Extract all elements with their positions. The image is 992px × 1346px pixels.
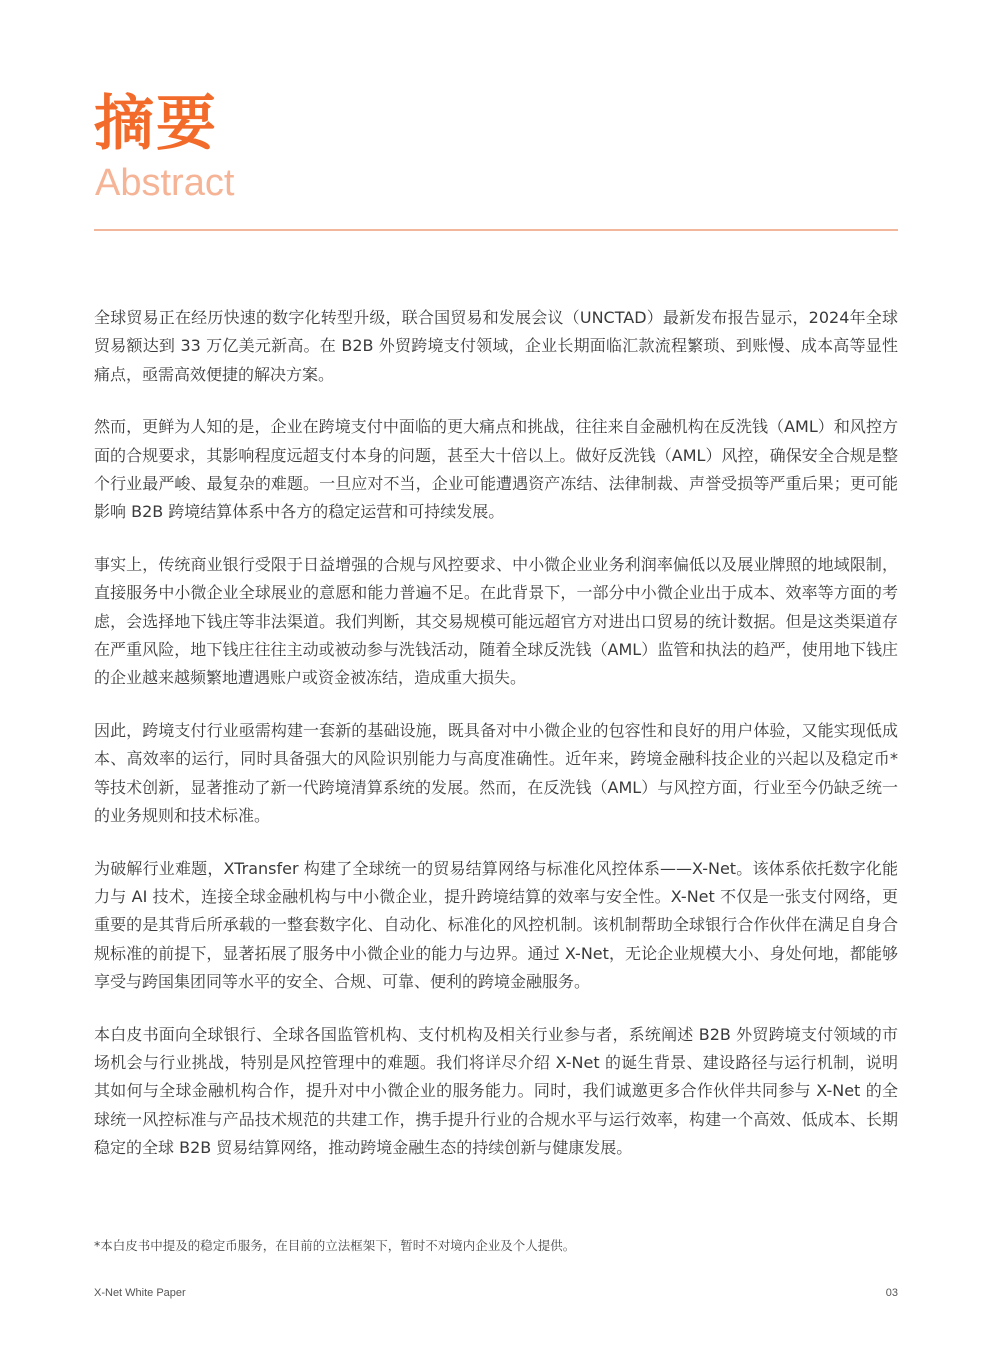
abstract-body <box>94 304 898 1187</box>
paragraph-4: 因此，跨境支付行业亟需构建一套新的基础设施，既具备对中小微企业的包容性和良好的用户体验，又能实现低成本、高效率的运行，同时具备强大的风险识别能力与高度准确性。近年来，跨境金融科技企业的兴起以及稳定币*等技术创新，显著推动了新一代跨境清算系统的发展。然而，在反洗钱（AML）与风控方面，行业至今仍缺乏统一的业务规则和技术标准。 <box>94 720 898 826</box>
page-title: 摘要 <box>94 89 218 159</box>
paragraph-6: 本白皮书面向全球银行、全球各国监管机构、支付机构及相关行业参与者，系统阐述 B2B 外贸跨境支付领域的市场机会与行业挑战，特别是风控管理中的难题。我们将详尽介绍 X-Net 的诞生背景、建设路径与运行机制，说明其如何与全球金融机构合作，提升对中小微企业的服务能力。同时，我们诚邀更多合作伙伴共同参与 X-Net 的全球统一风控标准与产品技术规范的共建工作，携手提升行业的合规水平与运行效率，构建一个高效、低成本、长期稳定的全球 B2B 贸易结算网络，推动跨境金融生态的持续创新与健康发展。 <box>94 1024 898 1158</box>
paragraph-3: 事实上，传统商业银行受限于日益增强的合规与风控要求、中小微企业业务利润率偏低以及展业牌照的地域限制，直接服务中小微企业全球展业的意愿和能力普遍不足。在此背景下，一部分中小微企业出于成本、效率等方面的考虑，会选择地下钱庄等非法渠道。我们判断，其交易规模可能远超官方对进出口贸易的统计数据。但是这类渠道存在严重风险，地下钱庄往往主动或被动参与洗钱活动，随着全球反洗钱（AML）监管和执法的趋严，使用地下钱庄的企业越来越频繁地遭遇账户或资金被冻结，造成重大损失。 <box>94 554 898 688</box>
title-divider <box>94 229 898 231</box>
page-subtitle: Abstract <box>95 162 235 204</box>
paragraph-2: 然而，更鲜为人知的是，企业在跨境支付中面临的更大痛点和挑战，往往来自金融机构在反洗钱（AML）和风控方面的合规要求，其影响程度远超支付本身的问题，甚至大十倍以上。做好反洗钱（AML）风控，确保安全合规是整个行业最严峻、最复杂的难题。一旦应对不当，企业可能遭遇资产冻结、法律制裁、声誉受损等严重后果；更可能影响 B2B 跨境结算体系中各方的稳定运营和可持续发展。 <box>94 417 898 522</box>
footer-page-number: 03 <box>885 1287 898 1299</box>
footer-doc-name: X-Net White Paper <box>94 1287 186 1299</box>
paragraph-1: 全球贸易正在经历快速的数字化转型升级，联合国贸易和发展会议（UNCTAD）最新发布报告显示，2024年全球贸易额达到 33 万亿美元新高。在 B2B 外贸跨境支付领域，企业长期面临汇款流程繁琐、到账慢、成本高等显性痛点，亟需高效便捷的解决方案。 <box>94 308 898 384</box>
paragraph-5: 为破解行业难题，XTransfer 构建了全球统一的贸易结算网络与标准化风控体系——X-Net。该体系依托数字化能力与 AI 技术，连接全球金融机构与中小微企业，提升跨境结算的效率与安全性。X-Net 不仅是一张支付网络，更重要的是其背后所承载的一整套数字化、自动化、标准化的风控机制。该机制帮助全球银行合作伙伴在满足自身合规标准的前提下，显著拓展了服务中小微企业的能力与边界。通过 X-Net，无论企业规模大小、身处何地，都能够享受与跨国集团同等水平的安全、合规、可靠、便利的跨境金融服务。 <box>94 858 898 992</box>
footnote: *本白皮书中提及的稳定币服务，在目前的立法框架下，暂时不对境内企业及个人提供。 <box>94 1238 576 1253</box>
